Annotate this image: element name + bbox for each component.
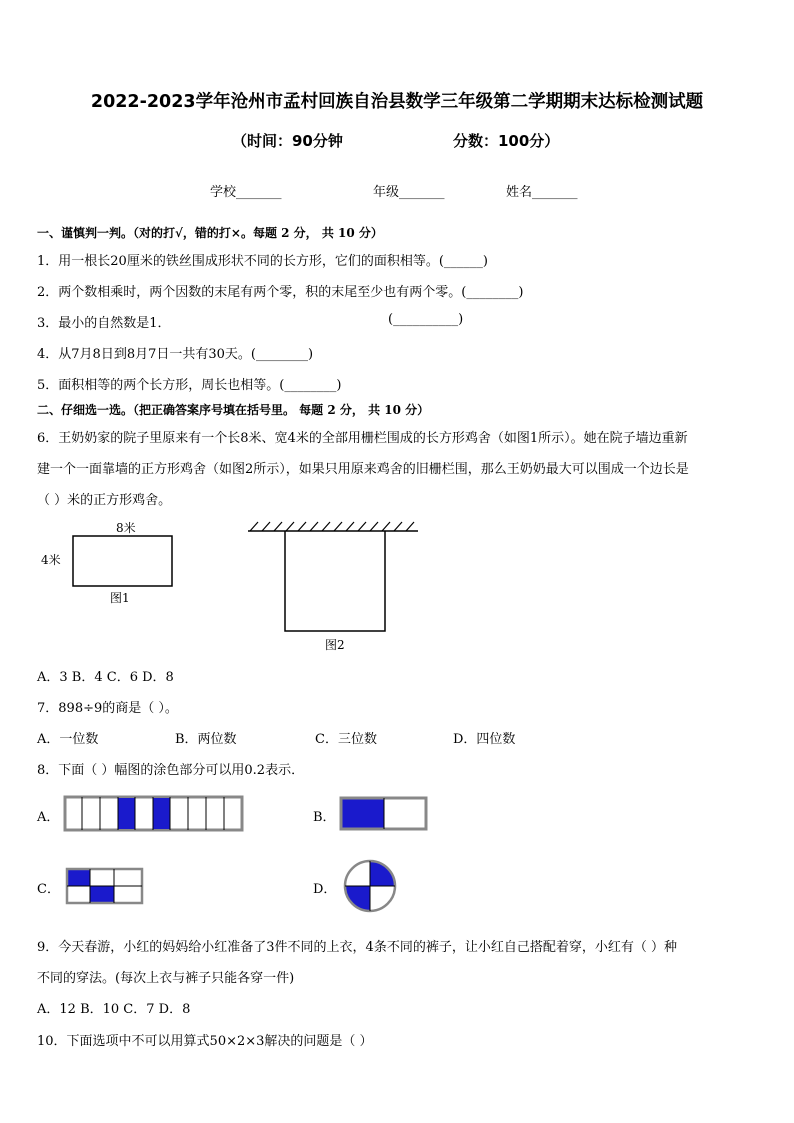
- question-3: 3．最小的自然数是1．: [37, 316, 171, 331]
- question-8-option-b: B．: [313, 810, 336, 825]
- q8-option-c-figure: [67, 869, 142, 903]
- question-7: 7．898÷9的商是（ ）。: [37, 701, 178, 716]
- fig1-width-label: 4米: [41, 553, 61, 567]
- question-7-option-b: B．两位数: [175, 732, 237, 747]
- question-8-option-a: A．: [37, 810, 60, 825]
- question-6-options: A．3 B．4 C．6 D．8: [37, 670, 174, 685]
- q8-option-b-figure: [341, 798, 426, 829]
- question-6-line2: 建一个一面靠墙的正方形鸡舍（如图2所示），如果只用原来鸡舍的旧栅栏围，那么王奶奶最大可以围成一个边长是: [37, 462, 689, 477]
- section1-heading: 一、谨慎判一判。（对的打√，错的打×。每题 2 分， 共 10 分）: [37, 226, 383, 240]
- school-field: 学校_______: [210, 185, 282, 200]
- fig2-square: [285, 531, 385, 631]
- exam-score: 分数：100分）: [453, 132, 560, 150]
- name-field: 姓名_______: [506, 185, 578, 200]
- question-3-blank: (__________): [388, 312, 464, 327]
- section2-heading: 二、仔细选一选。（把正确答案序号填在括号里。 每题 2 分， 共 10 分）: [37, 403, 430, 417]
- fig2-caption: 图2: [325, 638, 345, 652]
- q8-option-d-figure: [345, 861, 395, 911]
- question-2: 2．两个数相乘时，两个因数的末尾有两个零，积的末尾至少也有两个零。(________): [37, 285, 524, 300]
- question-8-option-d: D．: [313, 882, 337, 897]
- question-9-line2: 不同的穿法。(每次上衣与裤子只能各穿一件): [37, 971, 295, 986]
- fig1-length-label: 8米: [116, 521, 136, 535]
- question-9-options: A．12 B．10 C．7 D．8: [37, 1002, 191, 1017]
- q8-option-a-figure: [65, 797, 242, 830]
- question-6-line3: （ ）米的正方形鸡舍。: [37, 493, 172, 508]
- fig1-caption: 图1: [110, 591, 130, 605]
- grade-field: 年级_______: [373, 185, 445, 200]
- question-1: 1．用一根长20厘米的铁丝围成形状不同的长方形，它们的面积相等。(______): [37, 254, 488, 269]
- question-7-option-c: C．三位数: [315, 732, 377, 747]
- question-8-option-c: C．: [37, 882, 60, 897]
- question-8: 8．下面（ ）幅图的涂色部分可以用0.2表示．: [37, 763, 305, 778]
- question-10: 10．下面选项中不可以用算式50×2×3解决的问题是（ ）: [37, 1034, 373, 1049]
- question-6-line1: 6．王奶奶家的院子里原来有一个长8米、宽4米的全部用栅栏围成的长方形鸡舍（如图1所示）。她在院子墙边重新: [37, 431, 688, 446]
- question-9-line1: 9．今天春游，小红的妈妈给小红准备了3件不同的上衣，4条不同的裤子，让小红自己搭配着穿，小红有（ ）种: [37, 940, 677, 955]
- fig1-rectangle: [73, 536, 172, 586]
- question-7-option-d: D．四位数: [453, 732, 516, 747]
- page-title: 2022-2023学年沧州市孟村回族自治县数学三年级第二学期期末达标检测试题: [90, 92, 704, 112]
- exam-time: （时间：90分钟: [232, 132, 343, 150]
- question-7-option-a: A．一位数: [37, 732, 99, 747]
- fig2-wall-hatch: [250, 522, 414, 531]
- question-4: 4．从7月8日到8月7日一共有30天。(________): [37, 347, 314, 362]
- question-5: 5．面积相等的两个长方形，周长也相等。(________): [37, 378, 342, 393]
